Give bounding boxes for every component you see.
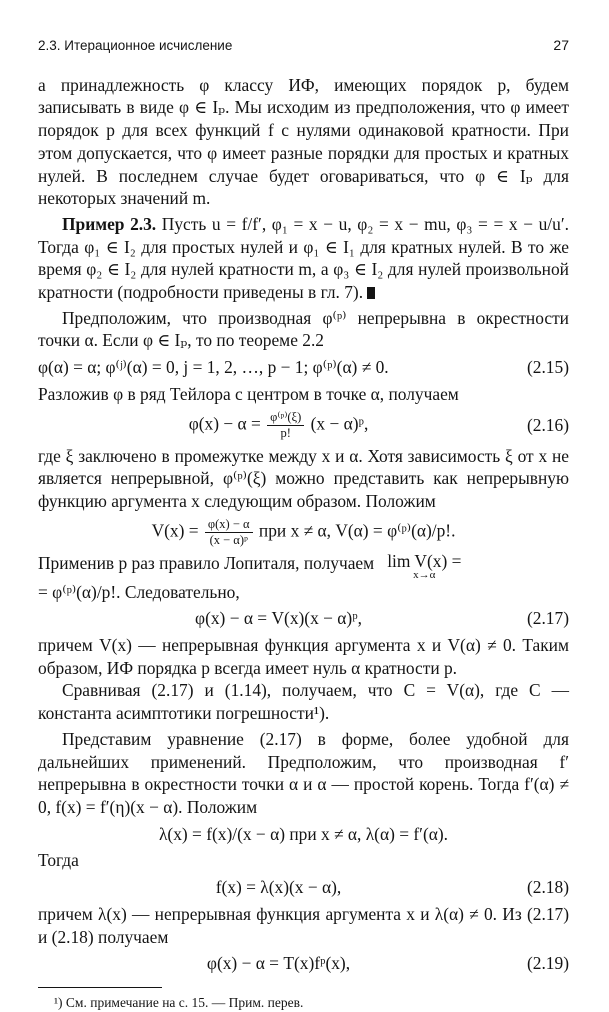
v-fraction-denominator: (x − α)ᵖ [209, 532, 248, 547]
paragraph-8: Представим уравнение (2.17) в форме, более удобной для дальнейших применений. Предположим, что производная f′ непрерывна в окрестности точки α и α — простой корень. Тогда f′(α) ≠ 0, f(x) = f′(η)(x − α). Положим [38, 728, 569, 817]
example-label: Пример 2.3. [62, 213, 157, 234]
taylor-fraction [267, 410, 304, 441]
paragraph-9: Тогда [38, 850, 79, 871]
equation-lambda-definition [38, 823, 569, 846]
section-title: 2.3. Итерационное исчисление [38, 38, 233, 53]
paragraph-4: где ξ заключено в промежутке между x и α. Хотя зависимость ξ от x не является непрерывной, φ⁽ᵖ⁾(ξ) можно представить как непрерывную функцию аргумента x следующим образом. Положим [38, 445, 569, 511]
equation-2-16-rhs: (x − α)ᵖ, [310, 413, 369, 434]
taylor-fraction-denominator: p! [280, 425, 291, 440]
v-fraction [205, 517, 253, 548]
equation-2-19-number: (2.19) [526, 953, 569, 974]
example-text: Пусть u = f/f′, φ₁ = x − u, φ₂ = x − mu, φ₃ = = x − u/u′. Тогда φ₁ ∈ I₂ для простых нулей и φ₁ ∈ I₁ для кратных нулей. В то же время φ₂ ∈ I₂ для нулей кратности m, а φ₃ ∈ I₂ для нулей произвольной кратности (подробности приведены в гл. 7). [38, 213, 569, 303]
equation-2-16-lhs: φ(x) − α = [188, 413, 261, 434]
equation-2-17 [38, 607, 569, 630]
end-of-proof-mark [367, 287, 375, 299]
paragraph-3: Разложив φ в ряд Тейлора с центром в точке α, получаем [38, 383, 459, 404]
equation-2-17-number: (2.17) [526, 608, 569, 629]
equation-2-15-number: (2.15) [526, 357, 569, 378]
paragraph-2: Предположим, что производная φ⁽ᵖ⁾ непрерывна в окрестности точки α. Если φ ∈ Iₚ, то по теореме 2.2 [38, 307, 569, 351]
paragraph-10: причем λ(x) — непрерывная функция аргумента x и λ(α) ≠ 0. Из (2.17) и (2.18) получаем [38, 903, 569, 947]
equation-2-16-number: (2.16) [526, 414, 569, 435]
equation-2-16 [38, 410, 569, 441]
limit-expression [387, 552, 461, 581]
paragraph-1: а принадлежность φ классу ИФ, имеющих порядок p, будем записывать в виде φ ∈ Iₚ. Мы исходим из предположения, что φ имеет порядок p для всех функций f с нулями одинаковой кратности. При этом допускается, что φ имеет разные порядки для простых и кратных нулей. В последнем случае будет оговариваться, что φ ∈ Iₚ для некоторых значений m. [38, 74, 569, 209]
limit-subscript: x→α [413, 568, 436, 581]
lhopital-text: Применив p раз правило Лопиталя, получаем [38, 552, 375, 573]
running-header [38, 34, 569, 58]
paragraph-7: Сравнивая (2.17) и (1.14), получаем, что C = V(α), где C — константа асимптотики погрешности¹). [38, 680, 569, 724]
v-lhs: V(x) = [151, 520, 199, 541]
equation-2-15-body: φ(α) = α; φ⁽ʲ⁾(α) = 0, j = 1, 2, …, p − 1; φ⁽ᵖ⁾(α) ≠ 0. [38, 357, 389, 378]
v-rhs: при x ≠ α, V(α) = φ⁽ᵖ⁾(α)/p!. [258, 520, 456, 541]
equation-2-19 [38, 952, 569, 975]
equation-2-19-body: φ(x) − α = T(x)fᵖ(x), [206, 953, 351, 974]
paragraph-6: причем V(x) — непрерывная функция аргумента x и V(α) ≠ 0. Таким образом, ИФ порядка p всегда имеет нуль α кратности p. [38, 635, 569, 678]
equation-2-18-number: (2.18) [526, 877, 569, 898]
example-2-3 [38, 213, 569, 304]
paragraph-5 [38, 552, 569, 581]
equation-2-18-body: f(x) = λ(x)(x − α), [215, 877, 342, 898]
paragraph-5-continued: = φ⁽ᵖ⁾(α)/p!. Следовательно, [38, 581, 240, 602]
equation-2-17-body: φ(x) − α = V(x)(x − α)ᵖ, [195, 608, 362, 629]
limit-body: lim V(x) = [387, 550, 462, 571]
equation-v-definition [38, 517, 569, 548]
taylor-fraction-numerator: φ⁽ᵖ⁾(ξ) [267, 410, 304, 426]
footnote: ¹) См. примечание на с. 15. — Прим. перев. [54, 994, 304, 1010]
equation-2-15 [38, 356, 569, 379]
page-number: 27 [553, 37, 569, 53]
footnote-rule [38, 987, 162, 988]
v-fraction-numerator: φ(x) − α [205, 517, 253, 533]
equation-2-18 [38, 876, 569, 899]
equation-lambda-body: λ(x) = f(x)/(x − α) при x ≠ α, λ(α) = f′(α). [158, 823, 449, 844]
